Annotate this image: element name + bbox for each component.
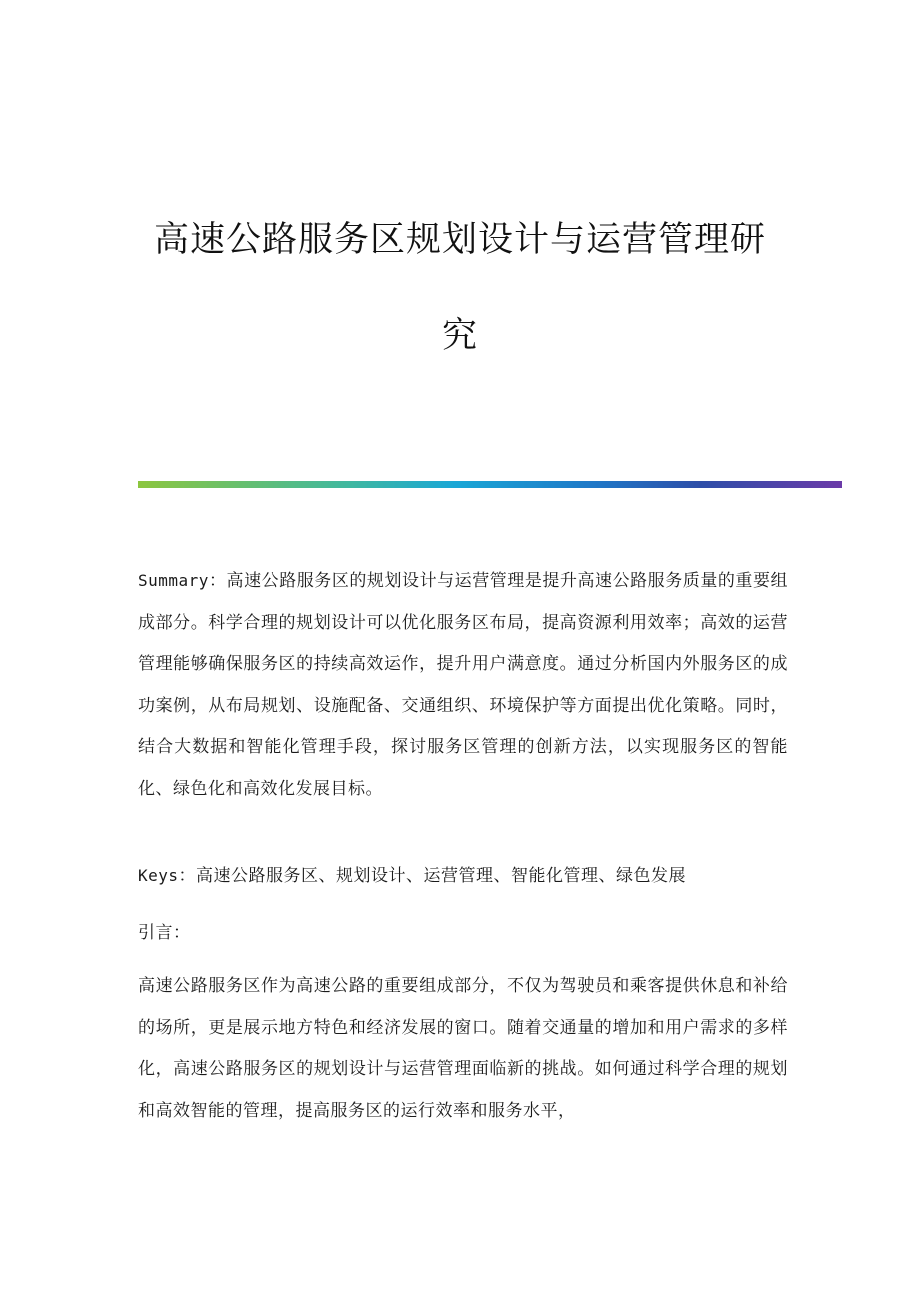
page-title-continued: 究 [441, 316, 478, 356]
keys-text: 高速公路服务区、规划设计、运营管理、智能化管理、绿色发展 [196, 866, 687, 886]
summary-separator: ： [208, 571, 227, 591]
gradient-divider [138, 481, 842, 488]
summary-label: Summary [138, 571, 209, 590]
keys-label: Keys [138, 866, 179, 885]
keywords-paragraph [138, 855, 788, 898]
summary-text: 高速公路服务区的规划设计与运营管理是提升高速公路服务质量的重要组成部分。科学合理的规划设计可以优化服务区布局，提高资源利用效率；高效的运营管理能够确保服务区的持续高效运作，提升用户满意度。通过分析国内外服务区的成功案例，从布局规划、设施配备、交通组织、环境保护等方面提出优化策略。同时，结合大数据和智能化管理手段，探讨服务区管理的创新方法，以实现服务区的智能化、绿色化和高效化发展目标。 [138, 571, 789, 799]
intro-heading: 引言： [138, 923, 191, 943]
keys-separator: ： [178, 866, 197, 886]
intro-paragraph: 高速公路服务区作为高速公路的重要组成部分，不仅为驾驶员和乘客提供休息和补给的场所，更是展示地方特色和经济发展的窗口。随着交通量的增加和用户需求的多样化，高速公路服务区的规划设计与运营管理面临新的挑战。如何通过科学合理的规划和高效智能的管理，提高服务区的运行效率和服务水平， [138, 976, 788, 1121]
page-title: 高速公路服务区规划设计与运营管理研 [153, 220, 766, 260]
summary-paragraph [138, 560, 788, 810]
